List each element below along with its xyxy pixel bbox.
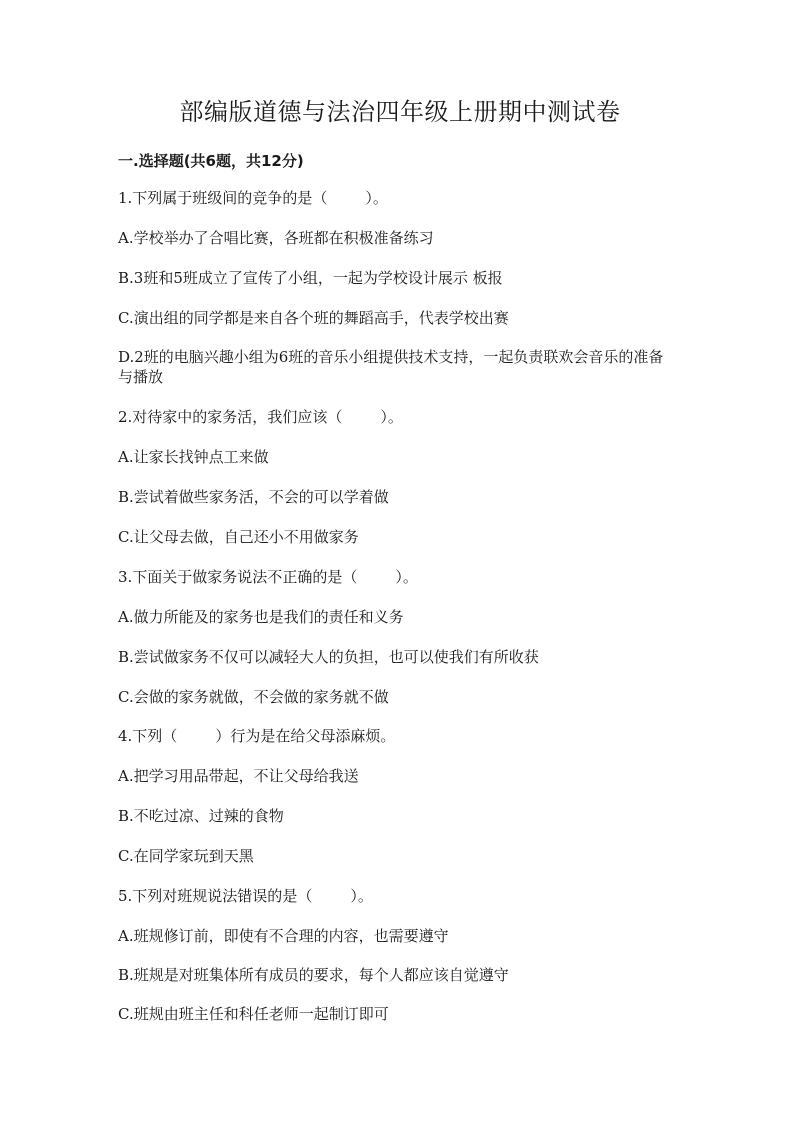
option-item: B.尝试着做些家务活，不会的可以学着做	[118, 488, 389, 506]
option-item: A.学校举办了合唱比赛，各班都在积极准备练习	[118, 229, 434, 247]
question-stem-text: 1.下列属于班级间的竞争的是（	[118, 189, 328, 207]
question-stem	[118, 188, 678, 208]
question-stem-text: 4.下列（	[118, 727, 178, 745]
option-item: B.不吃过凉、过辣的食物	[118, 807, 284, 825]
option-item: D.2班的电脑兴趣小组为6班的音乐小组提供技术支持，一起负责联欢会音乐的准备与播放	[118, 348, 664, 386]
question-stem	[118, 726, 678, 746]
option-item: C.会做的家务就做，不会做的家务就不做	[118, 688, 389, 706]
section-heading: 一.选择题(共6题，共12分)	[118, 152, 304, 170]
option-item: B.3班和5班成立了宣传了小组，一起为学校设计展示 板报	[118, 269, 503, 287]
question-stem-text: ）。	[395, 568, 418, 586]
option-item: C.让父母去做，自己还小不用做家务	[118, 528, 359, 546]
question-stem-text: 3.下面关于做家务说法不正确的是（	[118, 568, 358, 586]
question-stem-text: ）。	[380, 408, 403, 426]
option-item: A.把学习用品带起，不让父母给我送	[118, 767, 359, 785]
question-stem-text: ）行为是在给父母添麻烦。	[215, 727, 396, 745]
question-stem-text: ）。	[350, 887, 373, 905]
exam-title: 部编版道德与法治四年级上册期中测试卷	[179, 98, 621, 126]
option-item: B.班规是对班集体所有成员的要求，每个人都应该自觉遵守	[118, 966, 509, 984]
question-stem	[118, 407, 678, 427]
question-stem	[118, 567, 678, 587]
option-item: B.尝试做家务不仅可以减轻大人的负担，也可以使我们有所收获	[118, 648, 539, 666]
option-item: C.班规由班主任和科任老师一起制订即可	[118, 1005, 389, 1023]
option-item: C.在同学家玩到天黑	[118, 847, 254, 865]
option-item: A.做力所能及的家务也是我们的责任和义务	[118, 608, 404, 626]
option-item: A.让家长找钟点工来做	[118, 448, 269, 466]
question-stem-text: 5.下列对班规说法错误的是（	[118, 887, 313, 905]
question-stem-text: 2.对待家中的家务活，我们应该（	[118, 408, 343, 426]
question-stem-text: ）。	[365, 189, 388, 207]
option-item: C.演出组的同学都是来自各个班的舞蹈高手，代表学校出赛	[118, 309, 509, 327]
question-stem	[118, 886, 678, 906]
option-item: A.班规修订前，即使有不合理的内容，也需要遵守	[118, 927, 449, 945]
